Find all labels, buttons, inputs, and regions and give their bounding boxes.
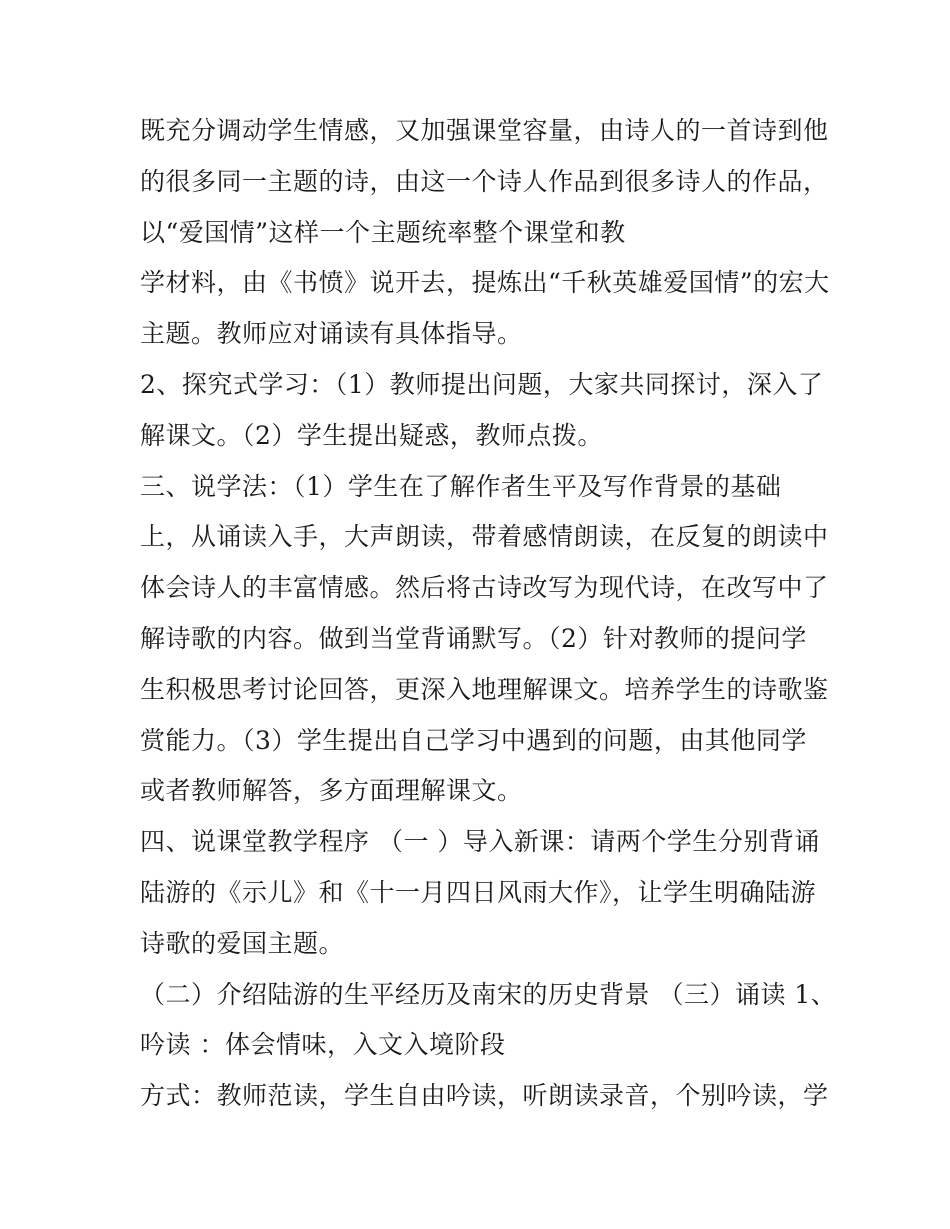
body-text (140, 106, 837, 1122)
text-line: 四、说课堂教学程序 （一 ）导入新课：请两个学生分别背诵 (140, 827, 820, 857)
text-line: 或者教师解答，多方面理解课文。 (140, 776, 523, 806)
text-line: 主题。教师应对诵读有具体指导。 (140, 319, 523, 349)
text-line: 生积极思考讨论回答，更深入地理解课文。培养学生的诗歌鉴 (140, 674, 829, 704)
text-line: 既充分调动学生情感，又加强课堂容量，由诗人的一首诗到他 (140, 116, 829, 145)
text-line: 上，从诵读入手，大声朗读，带着感情朗读，在反复的朗读中 (140, 522, 829, 552)
text-line: 的很多同一主题的诗，由这一个诗人作品到很多诗人的作品， (140, 166, 829, 196)
text-line: 方式：教师范读，学生自由吟读，听朗读录音，个别吟读，学 (140, 1081, 829, 1111)
text-line: 解诗歌的内容。做到当堂背诵默写。（2）针对教师的提问学 (140, 623, 807, 653)
text-line: 体会诗人的丰富情感。然后将古诗改写为现代诗，在改写中了 (140, 573, 829, 603)
text-line: 解课文。（2）学生提出疑惑，教师点拨。 (140, 420, 603, 450)
text-line: 吟读 ：体会情味，入文入境阶段 (140, 1030, 506, 1060)
text-line: 学材料，由《书愤》说开去，提炼出“千秋英雄爱国情”的宏大 (140, 268, 830, 298)
text-line: 三、说学法：（1）学生在了解作者生平及写作背景的基础 (140, 471, 782, 501)
text-line: 诗歌的爱国主题。 (140, 928, 345, 958)
text-line: 2、探究式学习：（1）教师提出问题，大家共同探讨，深入了 (140, 369, 824, 399)
text-line: （二）介绍陆游的生平经历及南宋的历史背景 （三）诵读 1、 (140, 979, 837, 1009)
text-line: 陆游的《示儿》和《十一月四日风雨大作》，让学生明确陆游 (140, 877, 817, 907)
text-line: 赏能力。（3）学生提出自己学习中遇到的问题，由其他同学 (140, 725, 807, 755)
text-line: 以“爱国情”这样一个主题统率整个课堂和教 (140, 217, 626, 247)
